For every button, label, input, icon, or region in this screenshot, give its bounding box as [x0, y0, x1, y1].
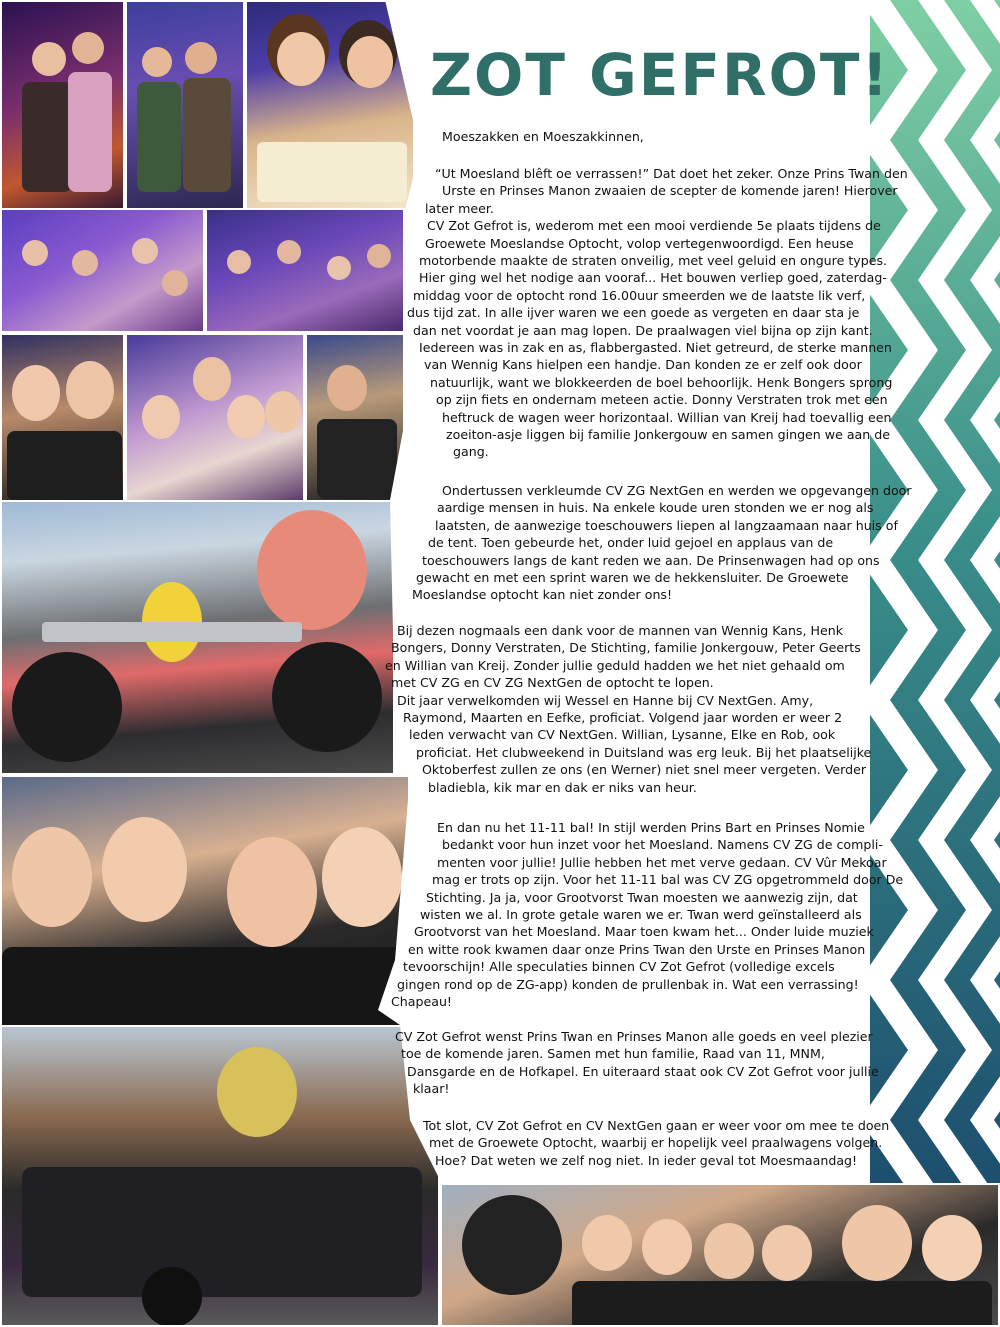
text-line: op zijn fiets en ondernam meteen actie. Donny Verstraten trok met een — [436, 392, 888, 408]
text-line: dus tijd zat. In alle ijver waren we een goede as vergeten en daar sta je — [407, 305, 860, 321]
text-line: Moeslandse optocht kan niet zonder ons! — [412, 587, 673, 603]
text-line: proficiat. Het clubweekend in Duitsland was erg leuk. Bij het plaatselijke — [416, 744, 872, 760]
text-line: Bongers, Donny Verstraten, De Stichting, familie Jonkergouw, Peter Geerts — [391, 640, 861, 656]
text-line: en witte rook kwamen daar onze Prins Twan den Urste en Prinses Manon — [408, 941, 866, 957]
text-line: Oktoberfest zullen ze ons (en Werner) niet snel meer vergeten. Verder — [422, 762, 867, 778]
text-line: en Willian van Kreij. Zonder jullie geduld hadden we het niet gehaald om — [385, 657, 845, 673]
text-line: van Wennig Kans hielpen een handje. Dan konden ze er zelf ook door — [424, 357, 862, 373]
text-line: wisten we al. In grote getale waren we er. Twan werd geïnstalleerd als — [420, 907, 862, 922]
text-line: gewacht en met een sprint waren we de hekkensluiter. De Groewete — [416, 570, 849, 585]
text-line: Bij dezen nogmaals een dank voor de mannen van Wennig Kans, Henk — [397, 623, 843, 638]
text-line: Dansgarde en de Hofkapel. En uiteraard staat ook CV Zot Gefrot voor jullie — [407, 1063, 879, 1079]
text-line: bedankt voor hun inzet voor het Moesland. Namens CV ZG de compli- — [442, 837, 883, 853]
text-line: heftruck de wagen weer horizontaal. Willian van Kreij had toevallig een — [442, 409, 892, 425]
text-line: Iedereen was in zak en as, flabbergasted. Niet getreurd, de sterke mannen — [419, 340, 892, 355]
text-line: CV Zot Gefrot is, wederom met een mooi verdiende 5e plaats tijdens de — [427, 218, 881, 234]
text-line: Raymond, Maarten en Eefke, proficiat. Volgend jaar worden er weer 2 — [403, 710, 843, 725]
text-line: Moeszakken en Moeszakkinnen, — [442, 129, 644, 144]
text-line: aardige mensen in huis. Na enkele koude uren stonden we er nog als — [437, 500, 874, 516]
text-line: laatsten, de aanwezige toeschouwers liepen al langzaamaan naar huis of — [435, 517, 898, 533]
text-line: Ondertussen verkleumde CV ZG NextGen en werden we opgevangen door — [442, 483, 912, 498]
text-line: Grootvorst van het Moesland. Maar toen kwam het... Onder luide muziek — [414, 924, 874, 940]
text-line: mag er trots op zijn. Voor het 11-11 bal was CV ZG opgetrommeld door De — [432, 872, 904, 888]
text-line: Hier ging wel het nodige aan vooraf... Het bouwen verliep goed, zaterdag- — [419, 270, 887, 286]
text-line: toeschouwers langs de kant reden we aan. De Prinsenwagen had op ons — [422, 552, 880, 568]
text-line: motorbende maakte de straten onveilig, met veel geluid en ongure types. — [419, 253, 888, 268]
text-line: bladiebla, kik mar en dak er niks van heur. — [428, 779, 697, 795]
text-line: Dit jaar verwelkomden wij Wessel en Hanne bij CV NextGen. Amy, — [397, 692, 814, 708]
text-line: menten voor jullie! Jullie hebben het met verve gedaan. CV Vûr Mekoar — [437, 854, 887, 870]
text-line: Tot slot, CV Zot Gefrot en CV NextGen gaan er weer voor om mee te doen — [423, 1118, 890, 1133]
text-line: “Ut Moesland blêft oe verrassen!” Dat doet het zeker. Onze Prins Twan den — [435, 166, 908, 181]
text-line: tevoorschijn! Alle speculaties binnen CV Zot Gefrot (volledige excels — [403, 959, 835, 975]
text-line: Urste en Prinses Manon zwaaien de scepter de komende jaren! Hierover — [442, 183, 898, 199]
page-title: ZOT GEFROT! — [430, 41, 890, 109]
text-line: Chapeau! — [391, 994, 452, 1009]
text-line: gang. — [453, 444, 489, 460]
text-line: met de Groewete Optocht, waarbij er hopelijk veel praalwagens volgen. — [429, 1135, 883, 1151]
text-line: middag voor de optocht rond 16.00uur smeerden we de laatste lik verf, — [413, 287, 866, 303]
text-line: gingen rond op de ZG-app) konden de prullenbak in. Wat een verrassing! — [397, 976, 859, 992]
text-line: dan net voordat je aan mag lopen. De praalwagen viel bijna op zijn kant. — [413, 322, 873, 338]
text-line: klaar! — [413, 1081, 450, 1097]
text-line: leden verwacht van CV NextGen. Willian, Lysanne, Elke en Rob, ook — [409, 727, 836, 743]
text-line: met CV ZG en CV ZG NextGen de optocht te lopen. — [391, 675, 714, 691]
text-line: natuurlijk, want we blokkeerden de boel behoorlijk. Henk Bongers sprong — [430, 374, 893, 390]
text-line: de tent. Toen gebeurde het, onder luid gejoel en applaus van de — [428, 535, 834, 551]
text-line: zoeiton-asje liggen bij familie Jonkergouw en samen gingen we aan de — [446, 427, 891, 442]
text-line: toe de komende jaren. Samen met hun familie, Raad van 11, MNM, — [401, 1046, 825, 1062]
text-line: later meer. — [425, 200, 494, 216]
text-line: Stichting. Ja ja, voor Grootvorst Twan moesten we aanwezig zijn, dat — [426, 889, 858, 905]
text-line: En dan nu het 11-11 bal! In stijl werden Prins Bart en Prinses Nomie — [437, 820, 865, 835]
text-line: CV Zot Gefrot wenst Prins Twan en Prinses Manon alle goeds en veel plezier — [395, 1029, 873, 1044]
text-line: Hoe? Dat weten we zelf nog niet. In ieder geval tot Moesmaandag! — [435, 1152, 858, 1168]
text-line: Groewete Moeslandse Optocht, volop vertegenwoordigd. Een heuse — [425, 235, 854, 251]
